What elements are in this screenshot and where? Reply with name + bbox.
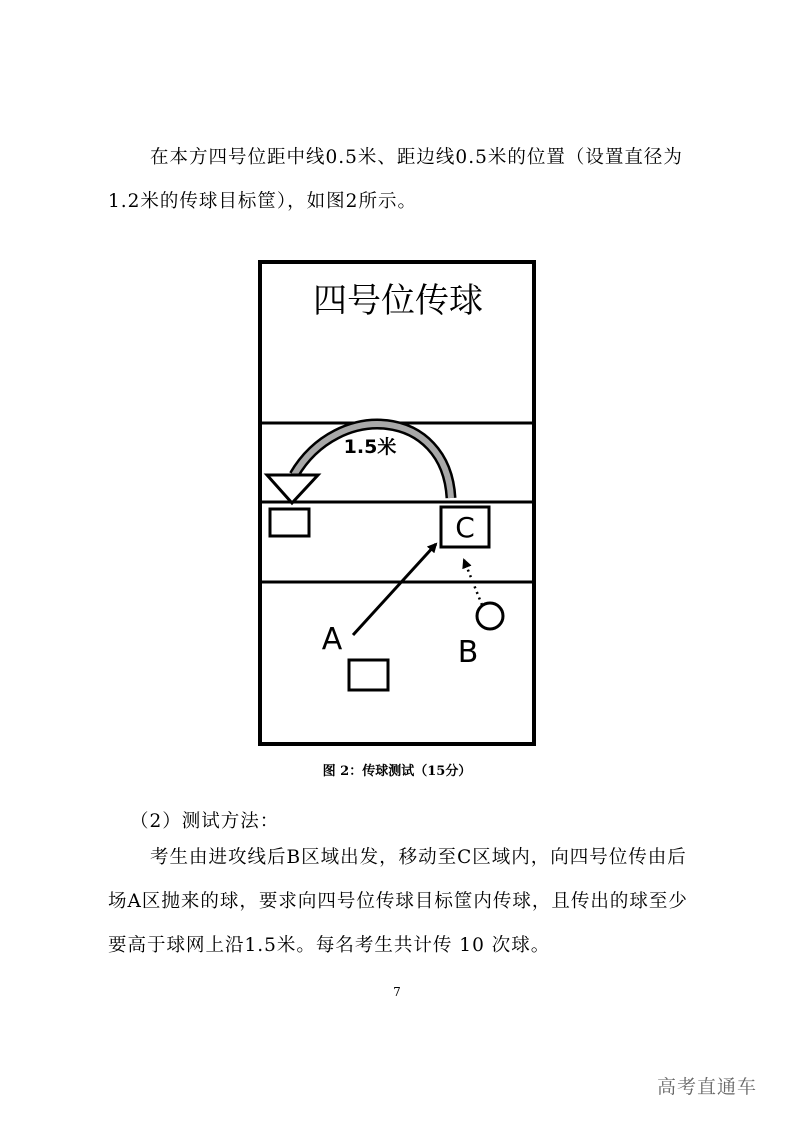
player-b-circle — [477, 603, 503, 629]
zone-b-label: B — [457, 635, 479, 670]
zone-a-label: A — [321, 622, 343, 657]
method-paragraph — [108, 836, 698, 968]
intro-text: 在本方四号位距中线0.5米、距边线0.5米的位置（设置直径为1.2米的传球目标筐），如图2所示。 — [108, 147, 683, 212]
court-diagram — [258, 260, 536, 746]
distance-label: 1.5米 — [343, 436, 397, 458]
figure-caption: 图 2：传球测试（15分） — [322, 764, 472, 779]
zone-a-box — [349, 660, 388, 690]
method-title: （2）测试方法： — [130, 811, 280, 832]
page-number: 7 — [393, 985, 401, 999]
zone-c-label: C — [455, 511, 475, 544]
target-basket-box — [270, 509, 309, 536]
watermark-logo: 高考直通车 — [657, 1076, 758, 1098]
diagram-title: 四号位传球 — [313, 281, 483, 321]
intro-paragraph — [108, 136, 698, 224]
method-text: 考生由进攻线后B区域出发，移动至C区域内，向四号位传由后场A区抛来的球，要求向四号位传球目标筐内传球，且传出的球至少要高于球网上沿1.5米。每名考生共计传 10 次球。 — [108, 847, 688, 956]
